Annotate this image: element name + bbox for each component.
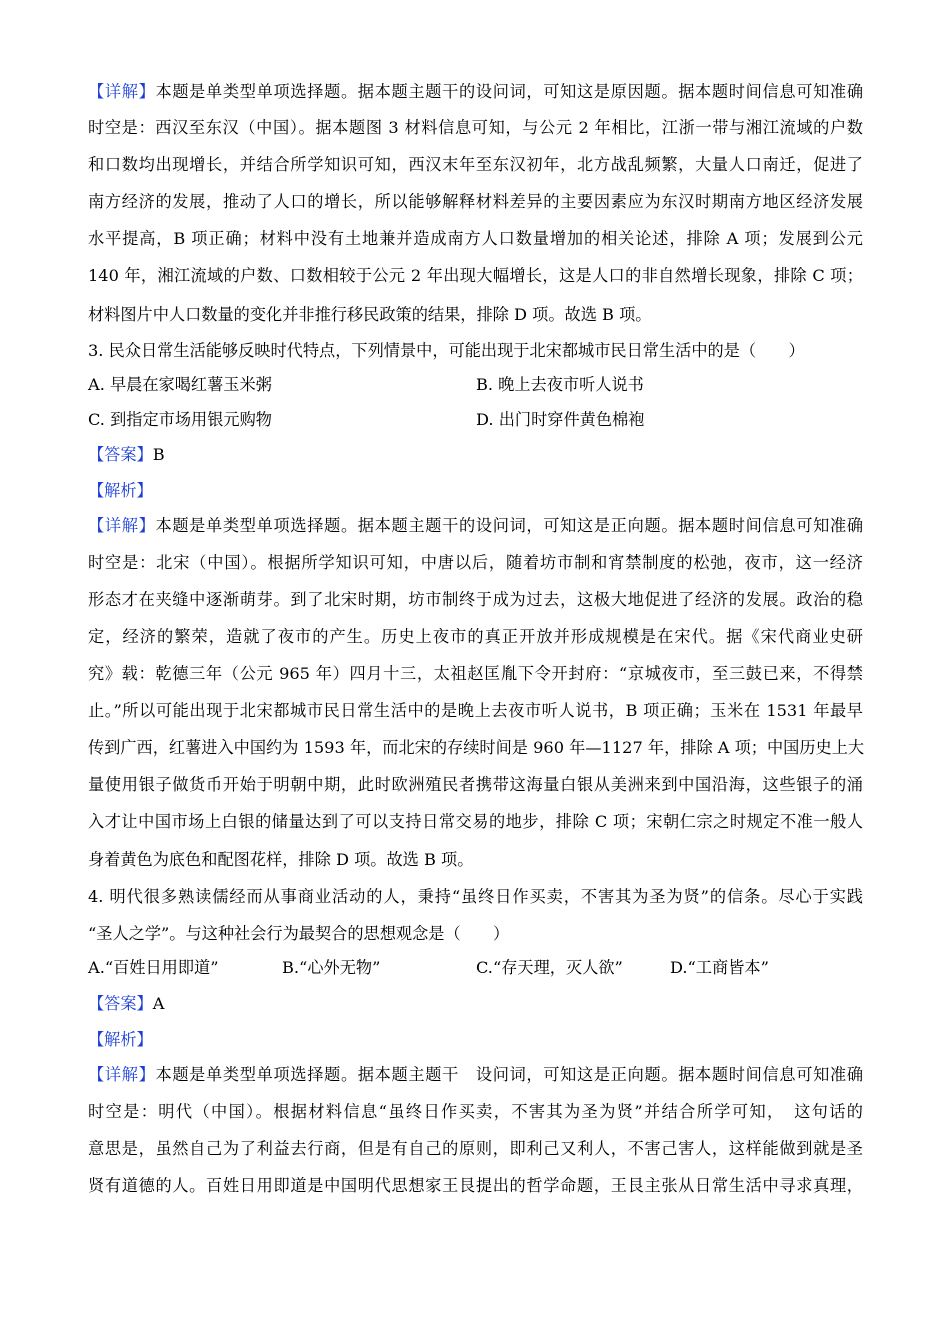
- q2-detail-line-4: 南方经济的发展，推动了人口的增长，所以能够解释材料差异的主要因素应为东汉时期南方地区经济发展: [88, 192, 863, 211]
- q2-detail-line-1: 【详解】本题是单类型单项选择题。据本题主题干的设问词，可知这是原因题。据本题时间信息可知准确: [88, 82, 863, 101]
- q3-detail-line-7: 传到广西，红薯进入中国约为 1593 年，而北宋的存续时间是 960 年—1127 年，排除 A 项；中国历史上大: [88, 738, 865, 757]
- q4-analysis-tag: 【解析】: [88, 1030, 153, 1049]
- q2-detail-line-7: 材料图片中人口数量的变化并非推行移民政策的结果，排除 D 项。故选 B 项。: [88, 305, 652, 324]
- q4-option-b: B.“心外无物”: [282, 958, 381, 977]
- q3-option-a: A. 早晨在家喝红薯玉米粥: [88, 375, 272, 394]
- q2-detail-line-3: 和口数均出现增长，并结合所学知识可知，西汉末年至东汉初年，北方战乱频繁，大量人口南迁，促进了: [88, 155, 863, 174]
- q3-detail-line-8: 量使用银子做货币开始于明朝中期，此时欧洲殖民者携带这海量白银从美洲来到中国沿海，这些银子的涌: [88, 775, 863, 794]
- q3-detail-line-5: 究》载：乾德三年（公元 965 年）四月十三，太祖赵匡胤下令开封府：“京城夜市，至三鼓已来，不得禁: [88, 664, 863, 683]
- q2-detail-line-2: 时空是：西汉至东汉（中国）。据本题图 3 材料信息可知，与公元 2 年相比，江浙一带与湘江流域的户数: [88, 118, 863, 137]
- q3-detail-line-3: 形态才在夹缝中逐渐萌芽。到了北宋时期，坊市制终于成为过去，这极大地促进了经济的发展。政治的稳: [88, 590, 863, 609]
- q4-stem-line-2: “圣人之学”。与这种社会行为最契合的思想观念是（ ）: [88, 924, 510, 943]
- q4-detail-line-1: 【详解】本题是单类型单项选择题。据本题主题干 设问词，可知这是正向题。据本题时间信息可知准确: [88, 1065, 863, 1084]
- q4-detail-line-4: 贤有道德的人。百姓日用即道是中国明代思想家王艮提出的哲学命题，王艮主张从日常生活中寻求真理，: [88, 1176, 863, 1195]
- q2-detail-line-6: 140 年，湘江流域的户数、口数相较于公元 2 年出现大幅增长，这是人口的非自然增长现象，排除 C 项；: [88, 266, 863, 285]
- q4-detail-line-3: 意思是，虽然自己为了利益去行商，但是有自己的原则，即利己又利人，不害己害人，这样能做到就是圣: [88, 1139, 863, 1158]
- q3-option-b: B. 晚上去夜市听人说书: [476, 375, 644, 394]
- q4-stem-line-1: 4. 明代很多熟读儒经而从事商业活动的人，秉持“虽终日作买卖，不害其为圣为贤”的信条。尽心于实践: [88, 887, 863, 906]
- q4-option-a: A.“百姓日用即道”: [88, 958, 219, 977]
- q4-option-d: D.“工商皆本”: [670, 958, 769, 977]
- q3-analysis-tag: 【解析】: [88, 481, 153, 500]
- q2-detail-line-5: 水平提高，B 项正确；材料中没有土地兼并造成南方人口数量增加的相关论述，排除 A 项；发展到公元: [88, 229, 863, 248]
- q3-option-c: C. 到指定市场用银元购物: [88, 410, 272, 429]
- q3-detail-line-9: 入才让中国市场上白银的储量达到了可以支持日常交易的地步，排除 C 项；宋朝仁宗之时规定不准一般人: [88, 812, 863, 831]
- q3-answer: 【答案】B: [88, 445, 165, 464]
- q3-detail-line-6: 止。”所以可能出现于北宋都城市民日常生活中的是晚上去夜市听人说书，B 项正确；玉米在 1531 年最早: [88, 701, 863, 720]
- q3-detail-line-10: 身着黄色为底色和配图花样，排除 D 项。故选 B 项。: [88, 850, 474, 869]
- q3-stem: 3. 民众日常生活能够反映时代特点，下列情景中，可能出现于北宋都城市民日常生活中的是（ ）: [88, 341, 805, 360]
- q3-option-d: D. 出门时穿件黄色棉袍: [476, 410, 645, 429]
- q3-detail-line-1: 【详解】本题是单类型单项选择题。据本题主题干的设问词，可知这是正向题。据本题时间信息可知准确: [88, 516, 863, 535]
- detail-tag: 【详解】: [88, 82, 156, 101]
- q3-detail-line-4: 定，经济的繁荣，造就了夜市的产生。历史上夜市的真正开放并形成规模是在宋代。据《宋代商业史研: [88, 627, 863, 646]
- q4-answer: 【答案】A: [88, 994, 165, 1013]
- q4-detail-line-2: 时空是：明代（中国）。根据材料信息“虽终日作买卖，不害其为圣为贤”并结合所学可知， 这句话的: [88, 1102, 863, 1121]
- q4-option-c: C.“存天理，灭人欲”: [476, 958, 623, 977]
- q3-detail-line-2: 时空是：北宋（中国）。根据所学知识可知，中唐以后，随着坊市制和宵禁制度的松弛，夜市，这一经济: [88, 553, 863, 572]
